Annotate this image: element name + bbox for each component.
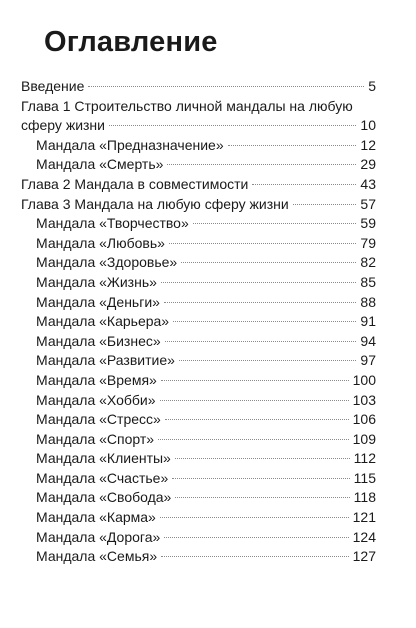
toc-entry-label: Мандала «Любовь» — [36, 234, 165, 251]
dot-leader — [164, 302, 356, 303]
dot-leader — [160, 400, 349, 401]
toc-entry-chapter-1-continued[interactable] — [21, 116, 376, 136]
toc-entry-chapter-2[interactable] — [21, 175, 376, 195]
toc-entry-label-continued: сферу жизни — [21, 117, 105, 134]
toc-entry-page: 57 — [360, 195, 376, 212]
toc-entry-chapter-3[interactable] — [21, 195, 376, 215]
toc-entry-label: Мандала «Клиенты» — [36, 450, 171, 467]
toc-entry-page: 5 — [368, 78, 376, 94]
dot-leader — [88, 86, 364, 87]
dot-leader — [181, 262, 356, 263]
toc-entry-love[interactable] — [21, 234, 376, 254]
toc-entry-page: 91 — [360, 313, 376, 330]
toc-entry-development[interactable] — [21, 351, 376, 371]
dot-leader — [165, 419, 349, 420]
toc-entry-purpose[interactable] — [21, 136, 376, 156]
toc-entry-label: Мандала «Время» — [36, 371, 157, 388]
toc-entry-money[interactable] — [21, 293, 376, 313]
table-of-contents — [21, 77, 376, 567]
dot-leader — [109, 125, 356, 126]
toc-entry-page: 127 — [352, 548, 376, 565]
toc-entry-label: Мандала «Здоровье» — [36, 254, 178, 271]
dot-leader — [228, 145, 357, 146]
toc-entry-road[interactable] — [21, 528, 376, 548]
toc-entry-page: 100 — [352, 371, 376, 388]
toc-entry-label: Глава 3 Мандала на любую сферу жизни — [21, 195, 289, 212]
dot-leader — [161, 380, 349, 381]
toc-entry-label: Введение — [21, 78, 85, 94]
dot-leader — [179, 360, 357, 361]
toc-entry-label: Мандала «Развитие» — [36, 352, 175, 369]
toc-entry-stress[interactable] — [21, 410, 376, 430]
toc-entry-label: Глава 1 Строительство личной мандалы на любую — [21, 97, 353, 114]
toc-entry-creativity[interactable] — [21, 214, 376, 234]
toc-entry-introduction[interactable] — [21, 77, 376, 97]
toc-entry-page: 94 — [360, 332, 376, 349]
toc-entry-page: 103 — [352, 391, 376, 408]
toc-entry-family[interactable] — [21, 547, 376, 567]
dot-leader — [175, 458, 350, 459]
toc-entry-label: Мандала «Семья» — [36, 548, 158, 565]
toc-entry-label: Мандала «Карьера» — [36, 313, 170, 330]
toc-entry-label: Глава 2 Мандала в совместимости — [21, 175, 249, 192]
toc-entry-page: 109 — [352, 430, 376, 447]
toc-entry-label: Мандала «Счастье» — [36, 469, 169, 486]
dot-leader — [293, 204, 357, 205]
dot-leader — [173, 321, 356, 322]
dot-leader — [175, 497, 349, 498]
toc-entry-label: Мандала «Жизнь» — [36, 273, 157, 290]
toc-entry-page: 115 — [353, 469, 376, 486]
toc-entry-life[interactable] — [21, 273, 376, 293]
toc-entry-label: Мандала «Хобби» — [36, 391, 156, 408]
toc-entry-page: 124 — [352, 528, 376, 545]
toc-entry-health[interactable] — [21, 253, 376, 273]
dot-leader — [172, 478, 349, 479]
toc-entry-page: 12 — [360, 136, 376, 153]
toc-entry-page: 88 — [360, 293, 376, 310]
toc-entry-page: 43 — [360, 175, 376, 192]
dot-leader — [164, 537, 348, 538]
toc-entry-label: Мандала «Предназначение» — [36, 136, 224, 153]
toc-entry-happiness[interactable] — [21, 469, 376, 489]
dot-leader — [161, 556, 349, 557]
toc-entry-hobby[interactable] — [21, 391, 376, 411]
toc-entry-label: Мандала «Карма» — [36, 509, 156, 526]
toc-entry-page: 112 — [353, 450, 376, 467]
toc-entry-sport[interactable] — [21, 430, 376, 450]
dot-leader — [165, 341, 357, 342]
toc-entry-label: Мандала «Бизнес» — [36, 332, 161, 349]
page-title: Оглавление — [44, 26, 218, 58]
toc-entry-freedom[interactable] — [21, 488, 376, 508]
toc-entry-time[interactable] — [21, 371, 376, 391]
toc-entry-page: 85 — [360, 273, 376, 290]
dot-leader — [252, 184, 356, 185]
toc-entry-page: 97 — [360, 352, 376, 369]
dot-leader — [167, 164, 356, 165]
toc-entry-label: Мандала «Творчество» — [36, 215, 189, 232]
dot-leader — [158, 439, 349, 440]
dot-leader — [160, 517, 349, 518]
toc-entry-page: 79 — [360, 234, 376, 251]
toc-entry-career[interactable] — [21, 312, 376, 332]
toc-entry-chapter-1[interactable] — [21, 97, 376, 117]
toc-entry-page: 106 — [352, 411, 376, 428]
toc-entry-page: 118 — [353, 489, 376, 506]
toc-entry-death[interactable] — [21, 155, 376, 175]
dot-leader — [169, 243, 356, 244]
toc-entry-page: 29 — [360, 156, 376, 173]
toc-entry-label: Мандала «Спорт» — [36, 430, 155, 447]
toc-entry-page: 82 — [360, 254, 376, 271]
toc-entry-page: 59 — [360, 215, 376, 232]
toc-entry-label: Мандала «Деньги» — [36, 293, 160, 310]
toc-entry-clients[interactable] — [21, 449, 376, 469]
toc-entry-label: Мандала «Дорога» — [36, 528, 161, 545]
toc-entry-business[interactable] — [21, 332, 376, 352]
toc-entry-label: Мандала «Свобода» — [36, 489, 172, 506]
toc-entry-page: 121 — [352, 509, 376, 526]
toc-entry-label: Мандала «Смерть» — [36, 156, 164, 173]
dot-leader — [161, 282, 357, 283]
dot-leader — [193, 223, 357, 224]
toc-entry-karma[interactable] — [21, 508, 376, 528]
toc-entry-label: Мандала «Стресс» — [36, 411, 161, 428]
toc-entry-page: 10 — [360, 117, 376, 134]
